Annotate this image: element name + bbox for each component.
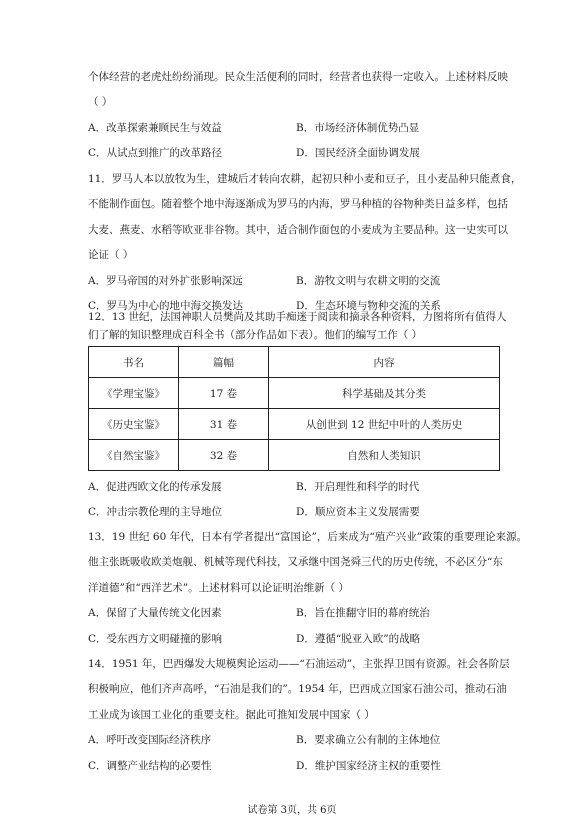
q13-line-3: 洋道德”和“西洋艺术”。上述材料可以论证明治维新（ ） [88,582,349,594]
q12-line-2: 们了解的知识整理成百科全书（部分作品如下表）。他们的编写工作（ ） [88,329,423,341]
table-row [89,409,500,440]
encyclopedia-table [88,346,500,471]
q11-line-4: 论证（ ） [88,249,134,261]
table-cell: 《历史宝鉴》 [89,409,179,440]
q11-option-b: B．游牧文明与农耕文明的交流 [296,275,441,287]
q12-option-a: A．促进西欧文化的传承发展 [88,481,222,493]
q13-line-1: 13．19 世纪 60 年代，日本有学者提出“富国论”，后来成为“殖产兴业”政策的重要理论来源。 [88,531,528,543]
table-cell: 《自然宝鉴》 [89,440,179,471]
q13-option-a: A．保留了大量传统文化因素 [88,607,222,619]
q11-line-1: 11．罗马人本以放牧为生，建城后才转向农耕，起初只种小麦和豆子，且小麦品种只能煮食， [88,173,522,185]
table-cell: 17 卷 [179,378,269,409]
intro-option-b: B．市场经济体制优势凸显 [296,122,420,134]
table-cell: 32 卷 [179,440,269,471]
q14-option-d: D．维护国家经济主权的重要性 [296,760,441,772]
q13-line-2: 他主张既吸收欧美炮舰、机械等现代科技，又承继中国尧舜三代的历史传统，不必区分“东 [88,556,503,568]
page-footer: 试卷第 3页，共 6页 [247,805,337,816]
table-row [89,378,500,409]
table-cell: 自然和人类知识 [269,440,500,471]
q14-option-b: B．要求确立公有制的主体地位 [296,734,441,746]
q12-option-d: D．顺应资本主义发展需要 [296,506,420,518]
table-header-content: 内容 [269,347,500,378]
q13-option-c: C．受东西方文明碰撞的影响 [88,633,223,645]
table-header-row [89,347,500,378]
intro-line-2: （ ） [88,96,113,108]
intro-option-c: C．从试点到推广的改革路径 [88,147,223,159]
q11-option-a: A．罗马帝国的对外扩张影响深远 [88,275,243,287]
q14-option-a: A．呼吁改变国际经济秩序 [88,734,212,746]
table-header-title: 书名 [89,347,179,378]
intro-line-1: 个体经营的老虎灶纷纷涌现。民众生活便利的同时，经营者也获得一定收入。上述材料反映 [88,71,508,83]
table-cell: 科学基础及其分类 [269,378,500,409]
q13-option-b: B．旨在推翻守旧的幕府统治 [296,607,430,619]
q12-option-c: C．冲击宗教伦理的主导地位 [88,506,223,518]
intro-option-d: D．国民经济全面协调发展 [296,147,420,159]
intro-option-a: A．改革探索兼顾民生与效益 [88,122,222,134]
q14-line-1: 14．1951 年，巴西爆发大规模舆论运动——“石油运动”，主张捍卫国有资源。社会各阶层 [88,658,510,670]
q11-line-3: 大麦、燕麦、水稻等欧亚非谷物。其中，适合制作面包的小麦成为主要品种。这一史实可以 [88,224,508,236]
table-cell: 《学理宝鉴》 [89,378,179,409]
table-cell: 31 卷 [179,409,269,440]
q14-line-3: 工业成为该国工业化的重要支柱。据此可推知发展中国家（ ） [88,709,375,721]
q11-line-2: 不能制作面包。随着整个地中海逐渐成为罗马的内海，罗马种植的谷物种类日益多样，包括 [88,198,508,210]
q12-option-b: B．开启理性和科学的时代 [296,481,420,493]
q11-option-c: C．罗马为中心的地中海交换发达 [88,300,244,312]
q11-option-d: D．生态环境与物种交流的关系 [296,300,441,312]
q12-line-1: 12．13 世纪，法国神职人员樊尚及其助手痴迷于阅读和摘录各种资料，力图将所有值得人 [88,311,507,323]
table-header-length: 篇幅 [179,347,269,378]
q14-line-2: 积极响应，他们齐声高呼，“石油是我们的”。1954 年，巴西成立国家石油公司，推动石油 [88,683,507,695]
q13-option-d: D．遵循“脱亚入欧”的战略 [296,633,421,645]
table-cell: 从创世到 12 世纪中叶的人类历史 [269,409,500,440]
table-row [89,440,500,471]
q14-option-c: C．调整产业结构的必要性 [88,760,212,772]
